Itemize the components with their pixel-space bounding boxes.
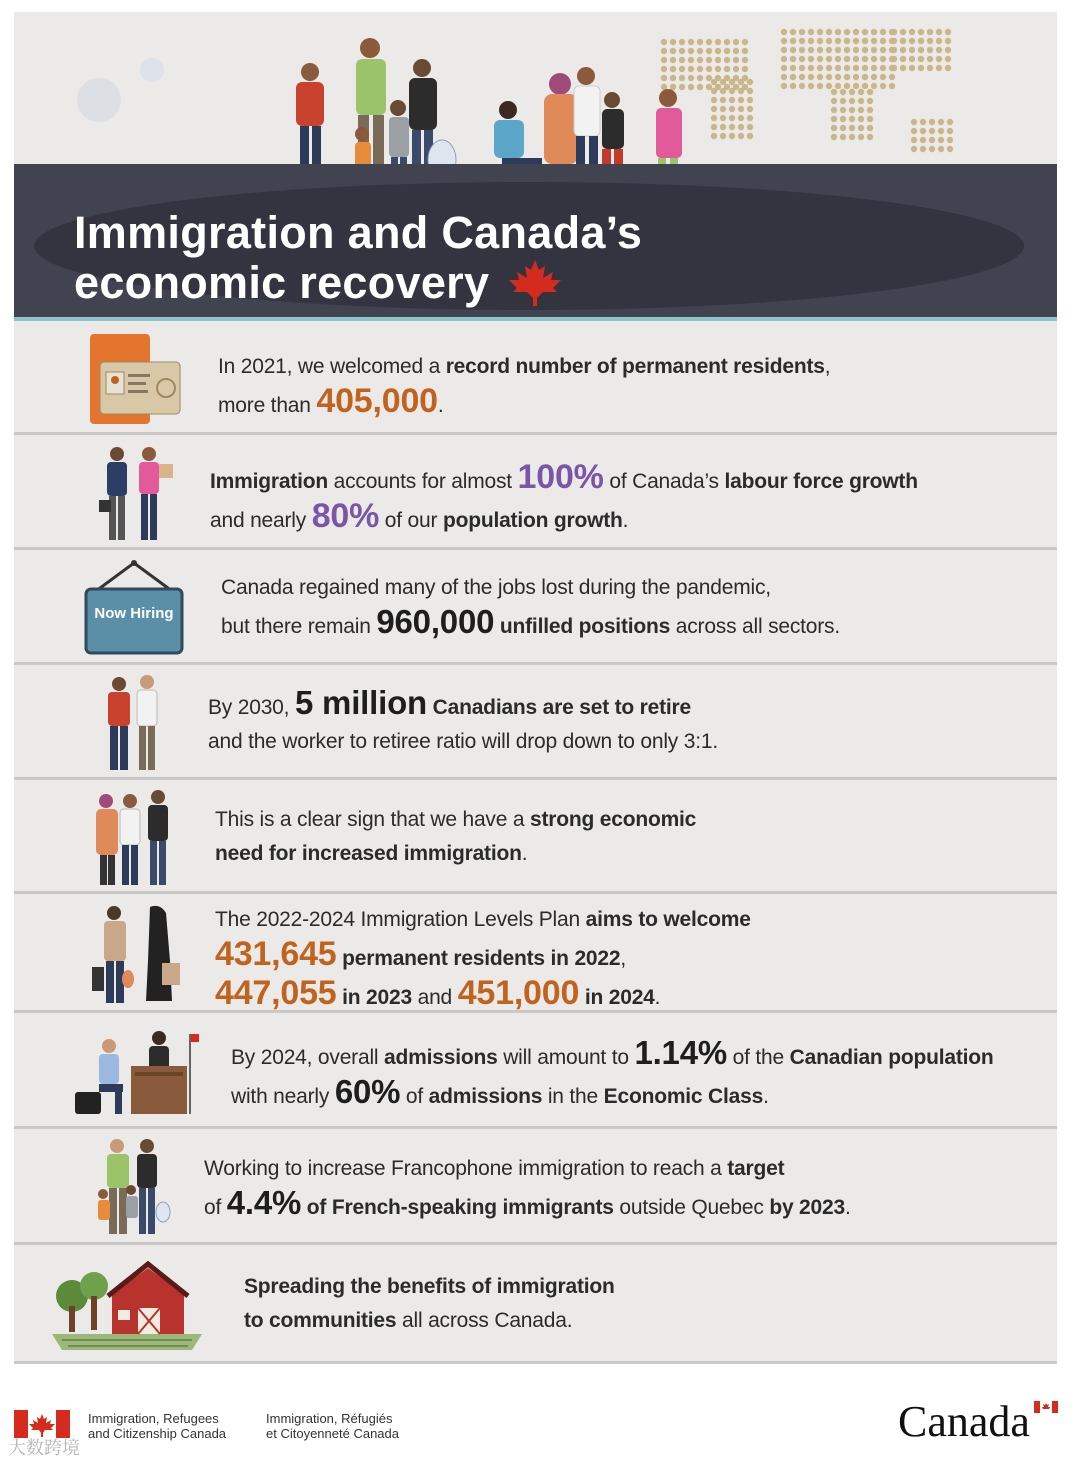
row2-mid2: of Canada’s	[603, 470, 725, 493]
row6-bold2: permanent residents in 2022	[336, 947, 621, 970]
row2-num2: 80%	[311, 497, 380, 535]
row5-post: .	[521, 842, 528, 865]
row7-line2-mid: of	[400, 1085, 429, 1108]
row7-bold2: Canadian population	[789, 1046, 994, 1069]
row3-number: 960,000	[376, 603, 495, 640]
row8-bold3: by 2023	[769, 1196, 845, 1219]
row7-pre: By 2024, overall	[231, 1046, 385, 1069]
row8-bold2: of French-speaking immigrants	[301, 1196, 614, 1219]
stat-row-permanent-residents	[14, 322, 1057, 435]
row2-line2-post: .	[622, 509, 629, 532]
stat-row-economic-need	[14, 781, 1057, 894]
row7-bold3: admissions	[428, 1085, 543, 1108]
department-name-english	[88, 1411, 226, 1441]
row6-post2: ,	[620, 947, 627, 970]
retirees-icon	[74, 672, 194, 772]
wordmark-flag-icon	[1034, 1401, 1058, 1413]
pr-card-icon	[74, 330, 194, 426]
row7-line2-mid2: in the	[542, 1085, 604, 1108]
now-hiring-sign-icon	[74, 557, 194, 657]
stat-row-francophone	[14, 1130, 1057, 1245]
farm-barn-icon	[42, 1254, 212, 1354]
row3-line2-pre: but there remain	[221, 615, 377, 638]
row2-bold2: labour force growth	[724, 470, 918, 493]
stat-row-levels-plan	[14, 895, 1057, 1013]
workers-icon	[74, 442, 194, 542]
row1-text-bold: record number of permanent residents	[445, 355, 825, 378]
row7-num1: 1.14%	[634, 1034, 728, 1071]
row7-line2-post: .	[763, 1085, 769, 1108]
dept-en-line-2: and Citizenship Canada	[88, 1426, 227, 1441]
row7-line2-pre: with nearly	[231, 1085, 335, 1108]
stat-row-labour-force	[14, 436, 1057, 550]
row2-line2-mid: of our	[379, 509, 443, 532]
department-name-french	[266, 1411, 399, 1441]
row5-pre: This is a clear sign that we have a	[215, 808, 530, 831]
row5-bold2: need for increased immigration	[215, 842, 522, 865]
row8-line2-pre: of	[204, 1196, 227, 1219]
dept-fr-line-2: et Citoyenneté Canada	[266, 1426, 399, 1441]
page-title	[74, 208, 642, 308]
row6-num3: 451,000	[457, 974, 580, 1012]
stat-row-unfilled-positions	[14, 551, 1057, 665]
stat-row-admissions	[14, 1014, 1057, 1129]
row1-text-pre: In 2021, we welcomed a	[218, 355, 446, 378]
row6-bold3: in 2023	[336, 986, 412, 1009]
row7-bold4: Economic Class	[603, 1085, 764, 1108]
row6-pre: The 2022-2024 Immigration Levels Plan	[215, 908, 586, 931]
row7-num2: 60%	[334, 1073, 401, 1110]
title-line-2: economic recovery	[74, 257, 490, 308]
dept-fr-line-1: Immigration, Réfugiés	[266, 1411, 393, 1426]
row6-num2: 447,055	[215, 974, 337, 1012]
row2-num1: 100%	[517, 458, 604, 496]
row6-and: and	[411, 986, 458, 1009]
header-divider	[14, 317, 1057, 321]
row8-mid: outside Quebec	[613, 1196, 770, 1219]
row1-line2-pre: more than	[218, 394, 317, 417]
travellers-icon	[74, 901, 194, 1005]
row6-bold: aims to welcome	[585, 908, 751, 931]
row2-bold3: population growth	[442, 509, 623, 532]
title-line-1: Immigration and Canada’s	[74, 207, 643, 258]
row8-pre: Working to increase Francophone immigration to reach a	[204, 1157, 728, 1180]
row3-line2-post: across all sectors.	[670, 615, 840, 638]
row1-number: 405,000	[316, 382, 438, 420]
family-icon	[74, 787, 194, 887]
row8-bold1: target	[727, 1157, 785, 1180]
row3-bold: unfilled positions	[494, 615, 671, 638]
row9-bold1: Spreading the benefits of immigration	[244, 1275, 615, 1298]
row3-line1: Canada regained many of the jobs lost during the pandemic,	[221, 576, 771, 599]
row4-pre: By 2030,	[208, 696, 295, 719]
canada-wordmark: Canada	[898, 1397, 1030, 1446]
dept-en-line-1: Immigration, Refugees	[88, 1411, 219, 1426]
row9-post: all across Canada.	[396, 1309, 573, 1332]
maple-leaf-icon	[507, 258, 563, 308]
row8-num: 4.4%	[226, 1184, 302, 1221]
now-hiring-label: Now Hiring	[94, 605, 174, 622]
row4-bold: Canadians are set to retire	[427, 696, 692, 719]
stat-row-communities	[14, 1246, 1057, 1364]
row7-mid2: of the	[727, 1046, 790, 1069]
row6-bold4: in 2024	[579, 986, 655, 1009]
row8-post: .	[844, 1196, 851, 1219]
row4-line2: and the worker to retiree ratio will drop down to only 3:1.	[208, 730, 718, 753]
immigration-office-icon	[64, 1022, 204, 1118]
row1-text-post: ,	[824, 355, 831, 378]
row1-line2-post: .	[437, 394, 444, 417]
row7-bold1: admissions	[384, 1046, 498, 1069]
row2-line2-pre: and nearly	[210, 509, 312, 532]
watermark-text: 大数跨境	[8, 1438, 80, 1458]
stat-row-retirement	[14, 666, 1057, 780]
row9-bold2: to communities	[244, 1309, 397, 1332]
row5-bold1: strong economic	[529, 808, 697, 831]
row2-mid1: accounts for almost	[327, 470, 518, 493]
row4-number: 5 million	[294, 684, 427, 721]
row2-bold1: Immigration	[210, 470, 328, 493]
row6-num1: 431,645	[215, 935, 337, 973]
francophone-family-icon	[74, 1136, 194, 1236]
row7-mid1: will amount to	[497, 1046, 635, 1069]
row6-post3: .	[654, 986, 661, 1009]
